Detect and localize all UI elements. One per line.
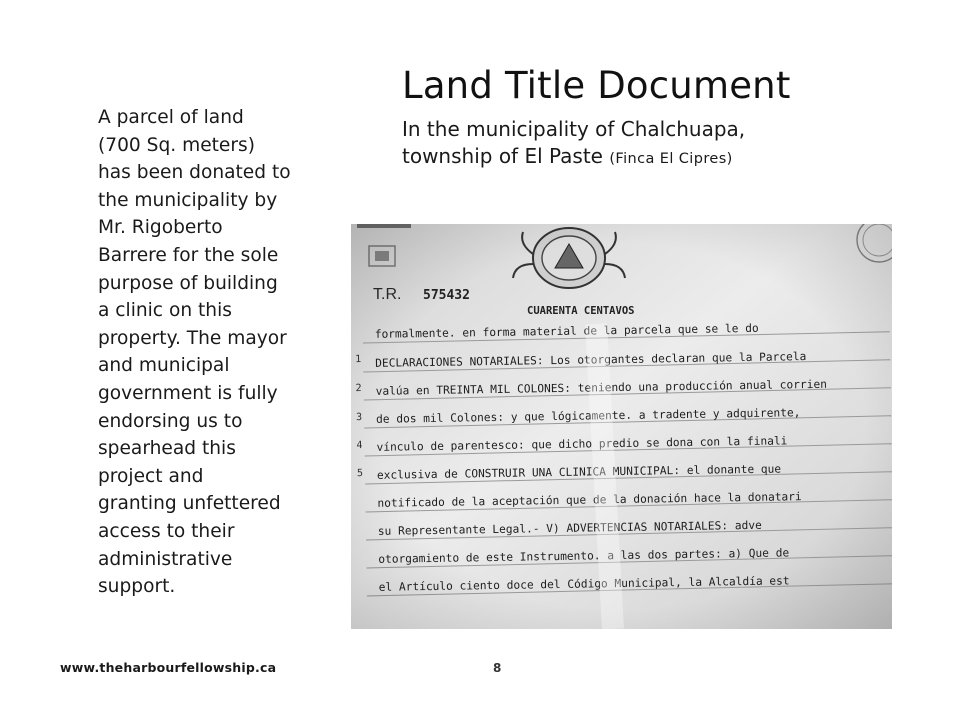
description-line: the municipality by <box>98 189 278 211</box>
page-number: 8 <box>493 661 502 675</box>
description-line: endorsing us to <box>98 410 243 432</box>
slide-subtitle <box>402 116 922 173</box>
description-text <box>98 104 326 601</box>
photo-vignette <box>351 224 892 629</box>
description-line: purpose of building <box>98 272 278 294</box>
footer-website-url: www.theharbourfellowship.ca <box>60 660 277 675</box>
description-line: spearhead this <box>98 438 236 460</box>
slide-title: Land Title Document <box>402 64 791 107</box>
subtitle-parenthetical: (Finca El Cipres) <box>609 151 733 167</box>
description-line: A parcel of land <box>98 107 244 128</box>
description-line: support. <box>98 576 176 598</box>
description-line: administrative <box>98 548 233 570</box>
description-line: and municipal <box>98 355 230 377</box>
land-title-document-photo <box>351 224 892 629</box>
description-line: project and <box>98 465 204 487</box>
description-line: property. The mayor <box>98 327 287 349</box>
description-line: access to their <box>98 520 235 542</box>
description-line: Barrere for the sole <box>98 244 279 266</box>
description-line: a clinic on this <box>98 300 232 322</box>
description-line: has been donated to <box>98 162 291 184</box>
description-line: Mr. Rigoberto <box>98 217 223 239</box>
description-line: granting unfettered <box>98 493 281 515</box>
subtitle-line-2: township of El Paste <box>402 144 610 168</box>
description-line: (700 Sq. meters) <box>98 134 255 156</box>
subtitle-line-1: In the municipality of Chalchuapa, <box>402 117 746 141</box>
description-line: government is fully <box>98 382 278 404</box>
